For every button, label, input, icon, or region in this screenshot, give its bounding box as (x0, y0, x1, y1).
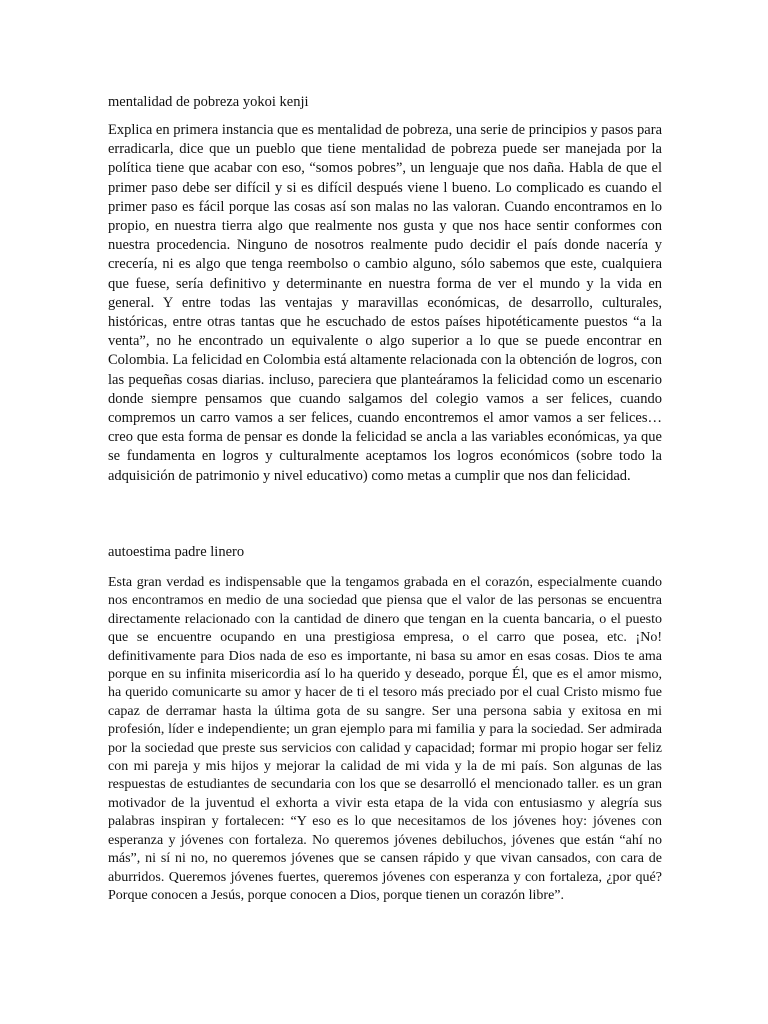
section-body-mentalidad-de-pobreza: Explica en primera instancia que es mentalidad de pobreza, una serie de principios y pasos para erradicarla, dice que un pueblo que tiene mentalidad de pobreza puede ser manejada por la política tiene que acabar con eso, “somos pobres”, un lenguaje que nos daña. Habla de que el primer paso debe ser difícil y si es difícil después viene l bueno. Lo complicado es cuando el primer paso es fácil porque las cosas así son malas no las valoran. Cuando encontramos en lo propio, en nuestra tierra algo que realmente nos gusta y que nos hace sentir conformes con nuestra procedencia. Ninguno de nosotros realmente pudo decidir el país donde nacería y crecería, ni es algo que tenga reembolso o cambio alguno, sólo sabemos que este, cualquiera que fuese, sería definitivo y determinante en nuestra forma de ver el mundo y la vida en general. Y entre todas las ventajas y maravillas económicas, de desarrollo, culturales, históricas, entre otras tantas que he escuchado de estos países hipotéticamente puestos “a la venta”, no he encontrado un equivalente o algo superior a lo que se puede encontrar en Colombia. La felicidad en Colombia está altamente relacionada con la obtención de logros, con las pequeñas cosas diarias. incluso, pareciera que planteáramos la felicidad como un escenario donde siempre pensamos que cuando salgamos del colegio vamos a ser felices, cuando compremos un carro vamos a ser felices, cuando encontremos el amor vamos a ser felices… creo que esta forma de pensar es donde la felicidad se ancla a las variables económicas, ya que se fundamenta en logros y culturalmente aceptamos los logros económicos (sobre todo la adquisición de patrimonio y nivel educativo) como metas a cumplir que nos dan felicidad. (108, 122, 663, 484)
section-title-mentalidad-de-pobreza: mentalidad de pobreza yokoi kenji (108, 94, 309, 110)
section-body-autoestima: Esta gran verdad es indispensable que la tengamos grabada en el corazón, especialmente cuando nos encontramos en medio de una sociedad que piensa que el valor de las personas se encuentra directamente relacionado con la cantidad de dinero que tengan en la cuenta bancaria, o el puesto que se encuentre ocupando en una prestigiosa empresa, o el carro que posea, etc. ¡No! definitivamente para Dios nada de eso es importante, ni basa su amor en esas cosas. Dios te ama porque en su infinita misericordia así lo ha querido y deseado, porque Él, que es el amor mismo, ha querido comunicarte su amor y hacer de ti el tesoro más preciado por el cual Cristo mismo fue capaz de derramar hasta la última gota de su sangre. Ser una persona sabia y exitosa en mi profesión, líder e independiente; un gran ejemplo para mi familia y para la sociedad. Ser admirada por la sociedad que preste sus servicios con calidad y capacidad; formar mi propio hogar ser feliz con mi pareja y mis hijos y mejorar la calidad de mi vida y la de mi país. Son algunas de las respuestas de estudiantes de secundaria con los que se desarrolló el mencionado taller. es un gran motivador de la juventud el exhorta a vivir esta etapa de la vida con entusiasmo y alegría sus palabras inspiran y fortalecen: “Y eso es lo que necesitamos de los jóvenes hoy: jóvenes con esperanza y jóvenes con fortaleza. No queremos jóvenes debiluchos, jóvenes que están “ahí no más”, ni sí ni no, no queremos jóvenes que se cansen rápido y que vivan cansados, con cara de aburridos. Queremos jóvenes fuertes, queremos jóvenes con esperanza y con fortaleza, ¿por qué? Porque conocen a Jesús, porque conocen a Dios, porque tienen un corazón libre”. (108, 575, 662, 903)
section-title-autoestima: autoestima padre linero (108, 544, 245, 560)
